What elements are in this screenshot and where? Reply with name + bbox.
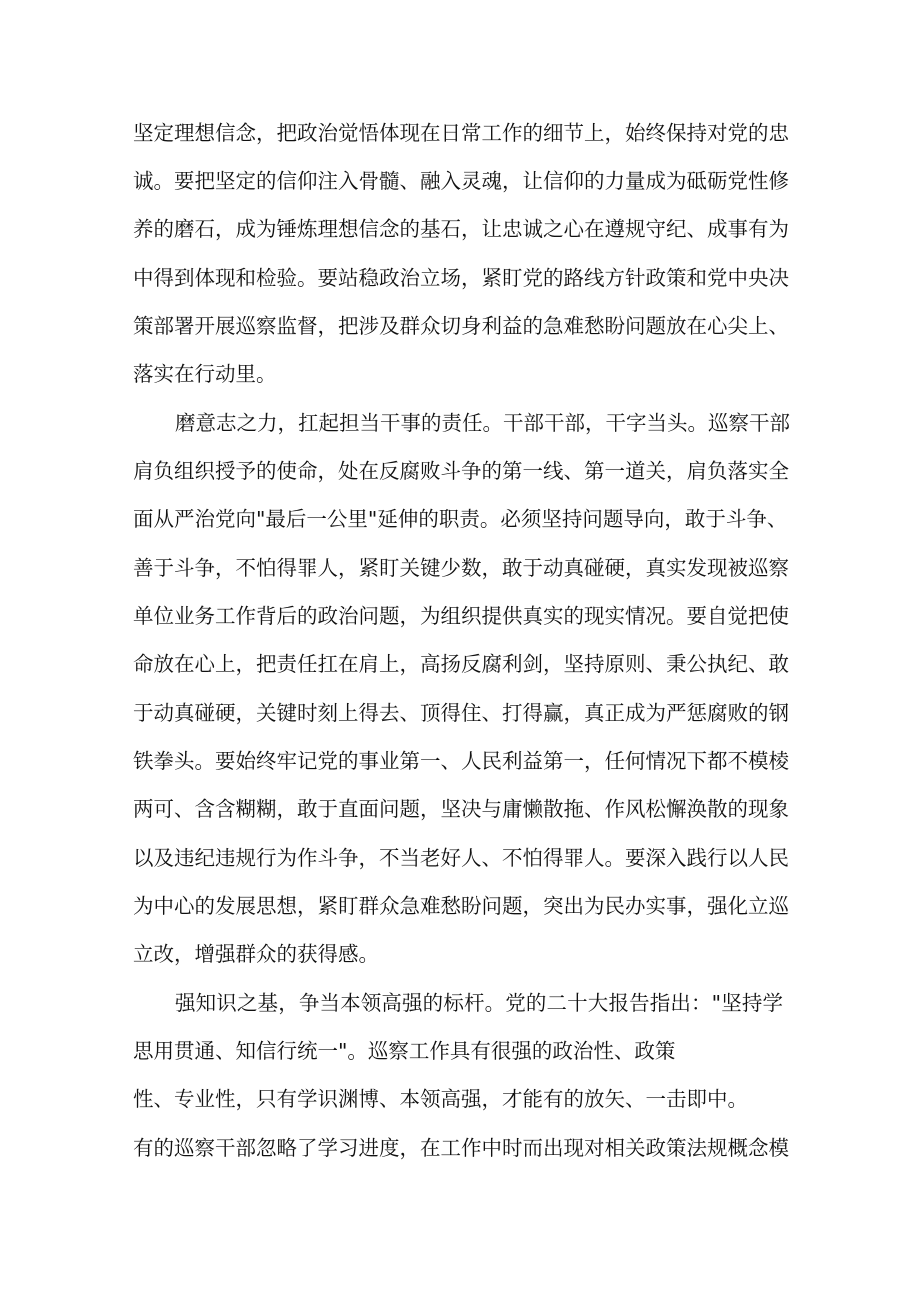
text-line: 善于斗争，不怕得罪人，紧盯关键少数，敢于动真碰硬，真实发现被巡察 [133,556,789,580]
text-line: 落实在行动里。 [133,362,277,386]
text-line: 为中心的发展思想，紧盯群众急难愁盼问题，突出为民办实事，强化立巡 [133,894,789,918]
text-line: 面从严治党向"最后一公里"延伸的职责。必须坚持问题导向，敢于斗争、 [133,507,788,531]
text-line: 两可、含含糊糊，敢于直面问题，坚决与庸懒散拖、作风松懈涣散的现象 [133,797,789,821]
text-line: 中得到体现和检验。要站稳政治立场，紧盯党的路线方针政策和党中央决 [133,266,789,290]
text-line: 单位业务工作背后的政治问题，为组织提供真实的现实情况。要自觉把使 [133,604,789,628]
text-line: 铁拳头。要始终牢记党的事业第一、人民利益第一，任何情况下都不模棱 [133,749,789,773]
text-line: 思用贯通、知信行统一"。巡察工作具有很强的政治性、政策 [133,1039,676,1063]
text-line: 以及违纪违规行为作斗争，不当老好人、不怕得罪人。要深入践行以人民 [133,846,789,870]
text-line: 诚。要把坚定的信仰注入骨髓、融入灵魂，让信仰的力量成为砥砺党性修 [133,169,789,193]
paragraph-start-line: 强知识之基，争当本领高强的标杆。党的二十大报告指出："坚持学 [175,991,783,1015]
text-line: 性、专业性，只有学识渊博、本领高强，才能有的放矢、一击即中。 [133,1087,748,1111]
text-line: 坚定理想信念，把政治觉悟体现在日常工作的细节上，始终保持对党的忠 [133,121,789,145]
text-line: 于动真碰硬，关键时刻上得去、顶得住、打得赢，真正成为严惩腐败的钢 [133,701,789,725]
text-line: 立改，增强群众的获得感。 [133,942,379,966]
paragraph-start-line: 磨意志之力，扛起担当干事的责任。干部干部，干字当头。巡察干部 [175,411,790,435]
text-line: 肩负组织授予的使命，处在反腐败斗争的第一线、第一道关，肩负落实全 [133,459,789,483]
text-line: 有的巡察干部忽略了学习进度，在工作中时而出现对相关政策法规概念模 [133,1136,789,1160]
text-line: 养的磨石，成为锤炼理想信念的基石，让忠诚之心在遵规守纪、成事有为 [133,217,789,241]
text-line: 命放在心上，把责任扛在肩上，高扬反腐利剑，坚持原则、秉公执纪、敢 [133,652,789,676]
text-line: 策部署开展巡察监督，把涉及群众切身利益的急难愁盼问题放在心尖上、 [133,314,789,338]
